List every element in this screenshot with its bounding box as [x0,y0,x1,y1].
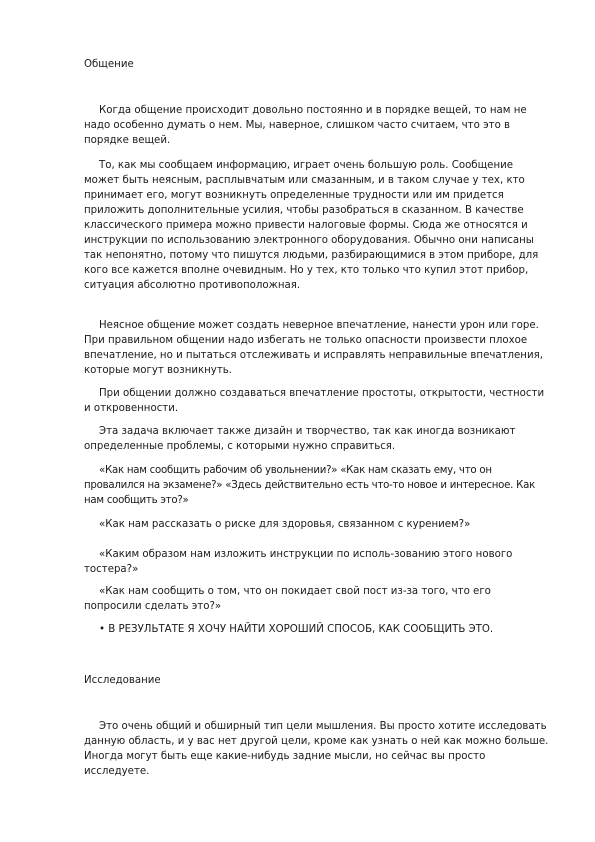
paragraph: Эта задача включает также дизайн и творчество, так как иногда возникают определенные проблемы, с которыми нужно справиться. [84,426,516,452]
section-heading-communication: Общение [84,59,134,70]
bullet-statement: • В РЕЗУЛЬТАТЕ Я ХОЧУ НАЙТИ ХОРОШИЙ СПОСОБ, КАК СООБЩИТЬ ЭТО. [99,624,494,635]
quote-paragraph: «Как нам рассказать о риске для здоровья, связанном с курением?» [99,519,471,530]
section-heading-exploration: Исследование [84,675,161,686]
paragraph: Когда общение происходит довольно постоянно и в порядке вещей, то нам не надо особенно думать о нем. Мы, наверное, слишком часто считаем, что это в порядке вещей. [84,105,527,146]
paragraph: То, как мы сообщаем информацию, играет очень большую роль. Сообщение может быть неясным, расплывчатым или смазанным, и в таком случае у тех, кто принимает его, могут возникнуть определенные трудности или им придется приложить дополнительные усилия, чтобы разобраться в сказанном. В качестве классического примера можно привести налоговые формы. Сюда же относятся и инструкции по использованию электронного оборудования. Обычно они написаны так непонятно, потому что пишутся людьми, разбирающимися в этом приборе, для кого все кажется вполне очевидным. Но у тех, кто только что купил этот прибор, ситуация абсолютно противоположная. [84,160,539,291]
paragraph: Неясное общение может создать неверное впечатление, нанести урон или горе. При правильном общении надо избегать не только опасности произвести плохое впечатление, но и пытаться отслеживать и исправлять неправильные впечатления, которые могут возникнуть. [84,320,543,376]
quote-paragraph: «Каким образом нам изложить инструкции по исполь-зованию этого нового тостера?» [84,549,513,575]
paragraph: При общении должно создаваться впечатление простоты, открытости, честности и откровенности. [84,388,545,414]
quote-paragraph: «Как нам сообщить о том, что он покидает свой пост из-за того, что его попросили сделать это?» [84,586,491,612]
paragraph: Это очень общий и обширный тип цели мышления. Вы просто хотите исследовать данную область, и у вас нет другой цели, кроме как узнать о ней как можно больше. Иногда могут быть еще какие-нибудь задние мысли, но сейчас вы просто исследуете. [84,721,549,777]
quote-paragraph: «Как нам сообщить рабочим об увольнении?» «Как нам сказать ему, что он провалился на экзамене?» «Здесь действительно есть что-то новое и интересное. Как нам сообщить это?» [84,465,536,506]
